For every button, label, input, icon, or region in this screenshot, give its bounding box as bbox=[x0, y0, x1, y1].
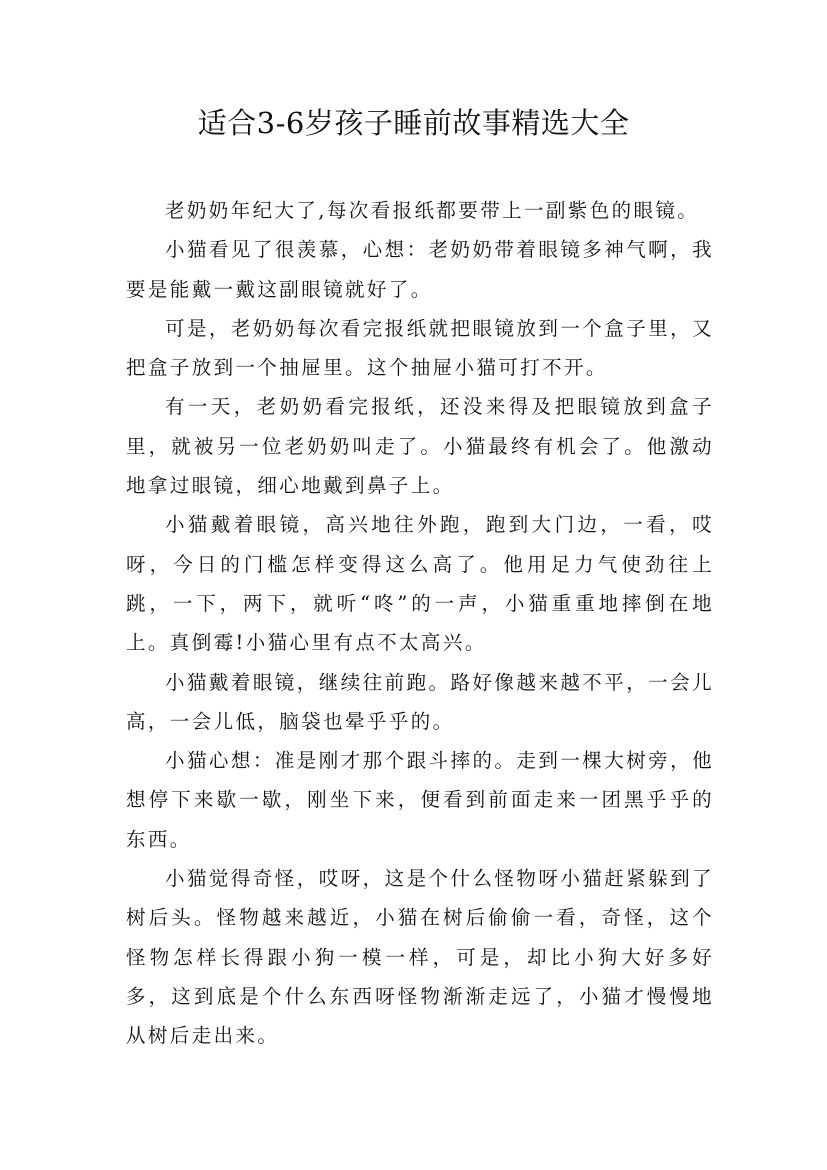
paragraph-2: 小猫看见了很羡慕，心想：老奶奶带着眼镜多神气啊，我要是能戴一戴这副眼镜就好了。 bbox=[126, 238, 714, 301]
paragraph-7: 小猫心想：准是刚才那个跟斗摔的。走到一棵大树旁，他想停下来歇一歇，刚坐下来，便看到前面走来一团黑乎乎的东西。 bbox=[126, 749, 714, 851]
story-body bbox=[126, 191, 714, 1056]
paragraph-3: 可是，老奶奶每次看完报纸就把眼镜放到一个盒子里，又把盒子放到一个抽屉里。这个抽屉小猫可打不开。 bbox=[126, 316, 714, 380]
paragraph-1: 老奶奶年纪大了,每次看报纸都要带上一副紫色的眼镜。 bbox=[165, 199, 700, 222]
document-title: 适合3-6岁孩子睡前故事精选大全 bbox=[197, 106, 630, 140]
paragraph-4: 有一天，老奶奶看完报纸，还没来得及把眼镜放到盒子里，就被另一位老奶奶叫走了。小猫最终有机会了。他激动地拿过眼镜，细心地戴到鼻子上。 bbox=[126, 395, 714, 498]
paragraph-8: 小猫觉得奇怪，哎呀，这是个什么怪物呀小猫赶紧躲到了树后头。怪物越来越近，小猫在树后偷偷一看，奇怪，这个怪物怎样长得跟小狗一模一样，可是，却比小狗大好多好多，这到底是个什么东西呀怪物渐渐走远了，小猫才慢慢地从树后走出来。 bbox=[126, 867, 714, 1048]
paragraph-5: 小猫戴着眼镜，高兴地往外跑，跑到大门边，一看，哎呀，今日的门槛怎样变得这么高了。他用足力气使劲往上跳，一下，两下，就听“咚”的一声，小猫重重地摔倒在地上。真倒霉!小猫心里有点不太高兴。 bbox=[126, 513, 714, 655]
paragraph-6: 小猫戴着眼镜，继续往前跑。路好像越来越不平，一会儿高，一会儿低，脑袋也晕乎乎的。 bbox=[126, 670, 714, 733]
